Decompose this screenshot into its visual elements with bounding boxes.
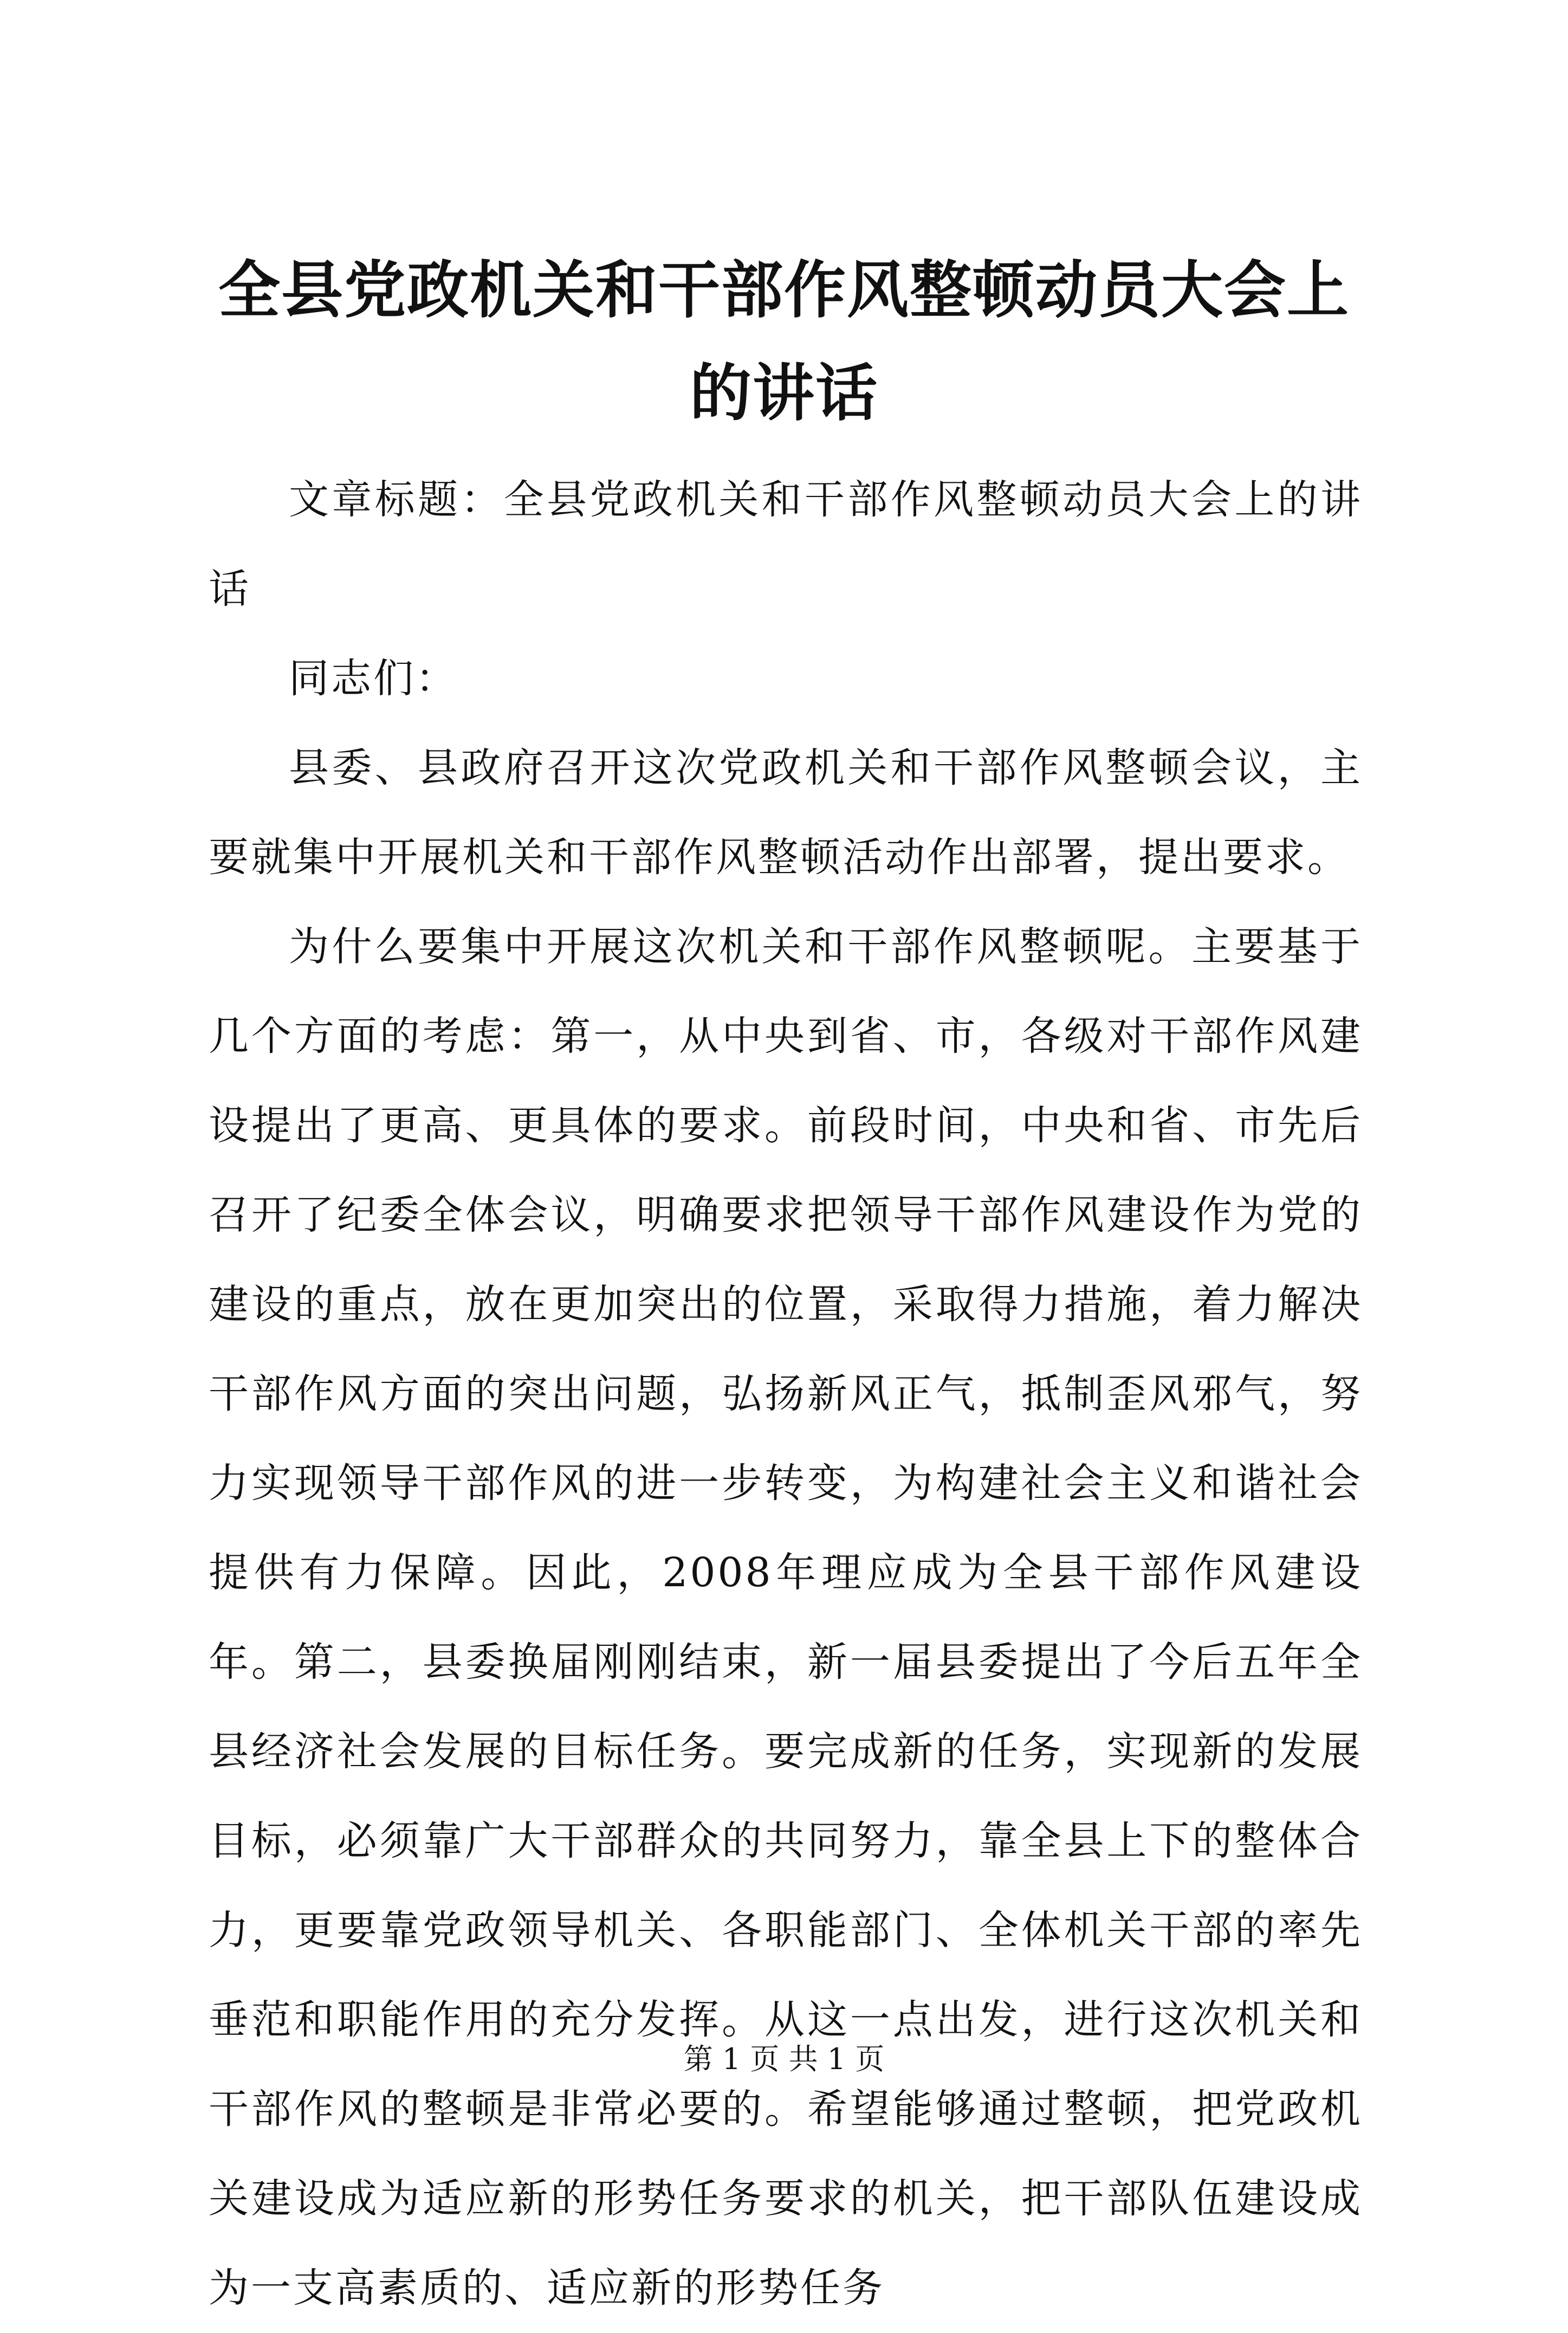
- paragraph-main: 为什么要集中开展这次机关和干部作风整顿呢。主要基于几个方面的考虑：第一，从中央到省、市，各级对干部作风建设提出了更高、更具体的要求。前段时间，中央和省、市先后召开了纪委全体会议，明确要求把领导干部作风建设作为党的建设的重点，放在更加突出的位置，采取得力措施，着力解决干部作风方面的突出问题，弘扬新风正气，抵制歪风邪气，努力实现领导干部作风的进一步转变，为构建社会主义和谐社会提供有力保障。因此，2008年理应成为全县干部作风建设年。第二，县委换届刚刚结束，新一届县委提出了今后五年全县经济社会发展的目标任务。要完成新的任务，实现新的发展目标，必须靠广大干部群众的共同努力，靠全县上下的整体合力，更要靠党政领导机关、各职能部门、全体机关干部的率先垂范和职能作用的充分发挥。从这一点出发，进行这次机关和干部作风的整顿是非常必要的。希望能够通过整顿，把党政机关建设成为适应新的形势任务要求的机关，把干部队伍建设成为一支高素质的、适应新的形势任务: [209, 923, 1363, 2311]
- page-footer: [0, 2038, 1568, 2081]
- document-title: 全县党政机关和干部作风整顿动员大会上的讲话: [218, 254, 1350, 429]
- paragraph-article-title: 文章标题：全县党政机关和干部作风整顿动员大会上的讲话: [209, 476, 1363, 612]
- page-number: 第 1 页 共 1 页: [683, 2042, 885, 2076]
- paragraph-intro: 县委、县政府召开这次党政机关和干部作风整顿会议，主要就集中开展机关和干部作风整顿活动作出部署，提出要求。: [209, 745, 1363, 881]
- paragraph-salutation: 同志们：: [289, 655, 458, 702]
